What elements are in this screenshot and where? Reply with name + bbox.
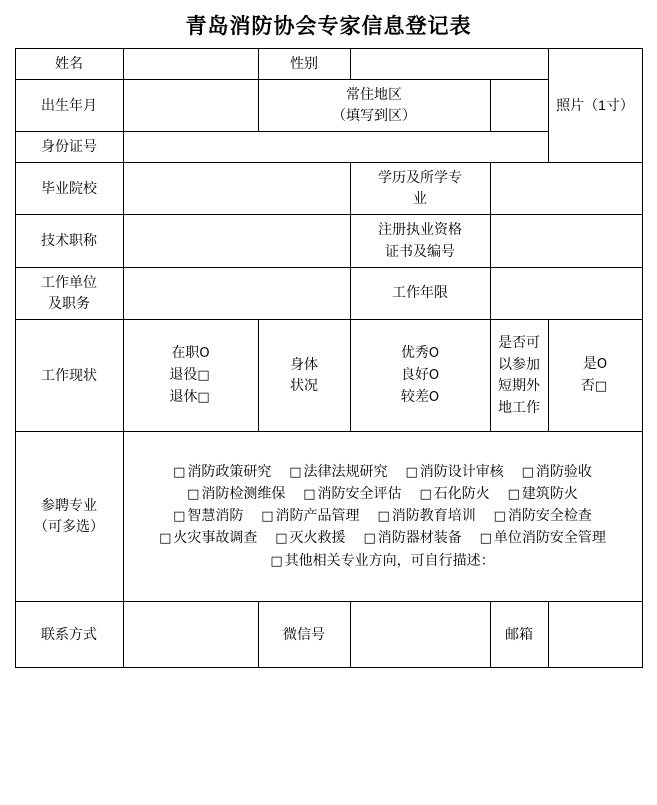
checkbox-icon[interactable]: □ — [419, 487, 432, 503]
checkbox-icon[interactable]: □ — [270, 553, 283, 569]
major-option-label: 消防安全检查 — [507, 507, 592, 524]
major-option-fire-policy-research[interactable] — [173, 461, 271, 483]
major-option-label: 灭火救援 — [289, 529, 346, 546]
tech-title-input[interactable] — [123, 215, 350, 267]
health-option-poor[interactable] — [354, 386, 487, 408]
major-option-label: 消防产品管理 — [275, 507, 360, 524]
photo-label: 照片（1寸） — [548, 49, 642, 163]
circle-icon: O — [428, 390, 440, 406]
major-option-law-regulation-research[interactable] — [289, 461, 387, 483]
birth-date-input[interactable] — [123, 79, 258, 131]
table-row — [15, 431, 642, 601]
checkbox-icon[interactable]: □ — [289, 465, 302, 481]
major-option-fire-inspection-maintenance[interactable] — [187, 483, 285, 505]
major-option-label: 消防安全评估 — [317, 485, 402, 502]
major-option-label: 火灾事故调查 — [173, 529, 258, 546]
email-input[interactable] — [548, 601, 642, 667]
checkbox-icon[interactable]: □ — [405, 465, 418, 481]
table-row — [15, 601, 642, 667]
wechat-label: 微信号 — [258, 601, 350, 667]
id-number-input[interactable] — [123, 132, 548, 163]
checkbox-icon[interactable]: □ — [187, 487, 200, 503]
health-options[interactable] — [350, 319, 490, 431]
health-option-excellent-label: 优秀 — [400, 344, 429, 361]
degree-input[interactable] — [490, 162, 642, 214]
health-option-good-label: 良好 — [400, 366, 429, 383]
residence-label — [258, 79, 490, 131]
residence-input[interactable] — [490, 79, 548, 131]
travel-option-no-label: 否 — [580, 377, 595, 394]
checkbox-icon[interactable]: □ — [377, 509, 390, 525]
work-status-option-retired-label: 退休 — [169, 388, 198, 405]
majors-row — [127, 461, 639, 483]
name-input[interactable] — [123, 49, 258, 80]
checkbox-icon[interactable]: □ — [197, 390, 210, 406]
circle-icon: O — [199, 346, 210, 362]
tech-title-label: 技术职称 — [15, 215, 123, 267]
work-unit-label-line1: 工作单位 — [41, 273, 97, 290]
certificate-label-line2: 证书及编号 — [385, 242, 455, 259]
major-option-smart-firefighting[interactable] — [173, 505, 243, 527]
table-row — [15, 267, 642, 319]
major-option-label: 智慧消防 — [187, 507, 244, 524]
degree-label-line2: 业 — [413, 190, 427, 207]
travel-options[interactable] — [548, 319, 642, 431]
work-years-input[interactable] — [490, 267, 642, 319]
major-option-fire-design-review[interactable] — [405, 461, 503, 483]
checkbox-icon[interactable]: □ — [479, 531, 492, 547]
major-option-fire-equipment[interactable] — [363, 527, 461, 549]
checkbox-icon[interactable]: □ — [159, 531, 172, 547]
major-option-petrochemical-fire-prevention[interactable] — [419, 483, 489, 505]
checkbox-icon[interactable]: □ — [507, 487, 520, 503]
page-title: 青岛消防协会专家信息登记表 — [185, 14, 472, 38]
residence-label-line1: 常住地区 — [346, 85, 402, 102]
checkbox-icon[interactable]: □ — [493, 509, 506, 525]
major-option-fire-safety-assessment[interactable] — [303, 483, 401, 505]
birth-date-label: 出生年月 — [15, 79, 123, 131]
major-option-unit-fire-safety-management[interactable] — [480, 527, 606, 549]
work-unit-label-line2: 及职务 — [48, 295, 90, 312]
majors-row — [127, 505, 639, 527]
work-status-option-employed[interactable] — [127, 342, 255, 364]
health-label-line2: 状况 — [290, 377, 318, 394]
major-option-fire-accident-investigation[interactable] — [159, 527, 257, 549]
checkbox-icon[interactable]: □ — [594, 379, 608, 395]
major-option-firefighting-rescue[interactable] — [275, 527, 345, 549]
expert-registration-form — [15, 48, 643, 668]
major-option-label: 消防教育培训 — [391, 507, 476, 524]
health-option-good[interactable] — [354, 364, 487, 386]
table-row — [15, 319, 642, 431]
certificate-label — [350, 215, 490, 267]
major-option-label: 石化防火 — [433, 485, 490, 502]
certificate-label-line1: 注册执业资格 — [378, 221, 462, 238]
major-option-label: 消防验收 — [535, 463, 592, 480]
major-option-label: 法律法规研究 — [303, 463, 388, 480]
major-option-label: 建筑防火 — [521, 485, 578, 502]
work-unit-input[interactable] — [123, 267, 350, 319]
email-label: 邮箱 — [490, 601, 548, 667]
table-row — [15, 79, 642, 131]
majors-label-line1: 参聘专业 — [41, 496, 97, 513]
travel-option-yes-label: 是 — [582, 355, 597, 372]
major-option-fire-safety-inspection[interactable] — [494, 505, 592, 527]
checkbox-icon[interactable]: □ — [197, 368, 210, 384]
checkbox-icon[interactable]: □ — [275, 531, 288, 547]
table-row — [15, 215, 642, 267]
major-option-fire-acceptance[interactable] — [522, 461, 592, 483]
wechat-input[interactable] — [350, 601, 490, 667]
circle-icon: O — [428, 346, 440, 362]
major-option-label: 消防器材装备 — [377, 529, 462, 546]
table-row — [15, 132, 642, 163]
majors-label — [15, 431, 123, 601]
work-status-option-retired-service[interactable] — [127, 364, 255, 386]
health-option-poor-label: 较差 — [400, 388, 429, 405]
work-status-option-retired-service-label: 退役 — [169, 366, 198, 383]
major-option-label: 消防设计审核 — [419, 463, 504, 480]
circle-icon: O — [428, 368, 440, 384]
checkbox-icon[interactable]: □ — [173, 465, 186, 481]
checkbox-icon[interactable]: □ — [261, 509, 274, 525]
majors-label-line2: （可多选） — [34, 518, 104, 535]
major-option-fire-education-training[interactable] — [377, 505, 475, 527]
work-years-label: 工作年限 — [350, 267, 490, 319]
health-label — [258, 319, 350, 431]
work-status-options[interactable] — [123, 319, 258, 431]
work-status-option-retired[interactable] — [127, 386, 255, 408]
major-option-other[interactable] — [270, 550, 494, 572]
contact-label: 联系方式 — [15, 601, 123, 667]
majors-row — [127, 527, 639, 549]
majors-row — [127, 550, 639, 572]
school-input[interactable] — [123, 162, 350, 214]
contact-input[interactable] — [123, 601, 258, 667]
major-option-label: 消防政策研究 — [187, 463, 272, 480]
work-unit-label — [15, 267, 123, 319]
certificate-input[interactable] — [490, 215, 642, 267]
majors-checkbox-group[interactable] — [123, 431, 642, 601]
circle-icon: O — [596, 357, 608, 373]
gender-input[interactable] — [350, 49, 548, 80]
checkbox-icon[interactable]: □ — [173, 509, 186, 525]
travel-question-line1: 是否可以参加 — [498, 334, 540, 372]
major-option-label: 单位消防安全管理 — [493, 529, 606, 546]
checkbox-icon[interactable]: □ — [521, 465, 534, 481]
health-option-excellent[interactable] — [354, 342, 487, 364]
checkbox-icon[interactable]: □ — [363, 531, 376, 547]
travel-question-label — [490, 319, 548, 431]
degree-label — [350, 162, 490, 214]
travel-option-no[interactable] — [552, 375, 639, 397]
majors-row — [127, 483, 639, 505]
major-option-fire-product-management[interactable] — [261, 505, 359, 527]
work-status-option-employed-label: 在职 — [171, 344, 200, 361]
checkbox-icon[interactable]: □ — [303, 487, 316, 503]
gender-label: 性别 — [258, 49, 350, 80]
travel-question-line2: 短期外地工作 — [498, 377, 540, 416]
id-number-label: 身份证号 — [15, 132, 123, 163]
school-label: 毕业院校 — [15, 162, 123, 214]
travel-option-yes[interactable] — [552, 353, 639, 375]
health-label-line1: 身体 — [290, 355, 318, 372]
major-option-label: 消防检测维保 — [201, 485, 286, 502]
major-option-label: 其他相关专业方向，可自行描述： — [284, 551, 495, 568]
residence-label-line2: （填写到区） — [332, 107, 416, 124]
work-status-label: 工作现状 — [15, 319, 123, 431]
degree-label-line1: 学历及所学专 — [378, 168, 462, 185]
name-label: 姓名 — [15, 49, 123, 80]
table-row — [15, 49, 642, 80]
major-option-building-fire-prevention[interactable] — [508, 483, 578, 505]
table-row — [15, 162, 642, 214]
